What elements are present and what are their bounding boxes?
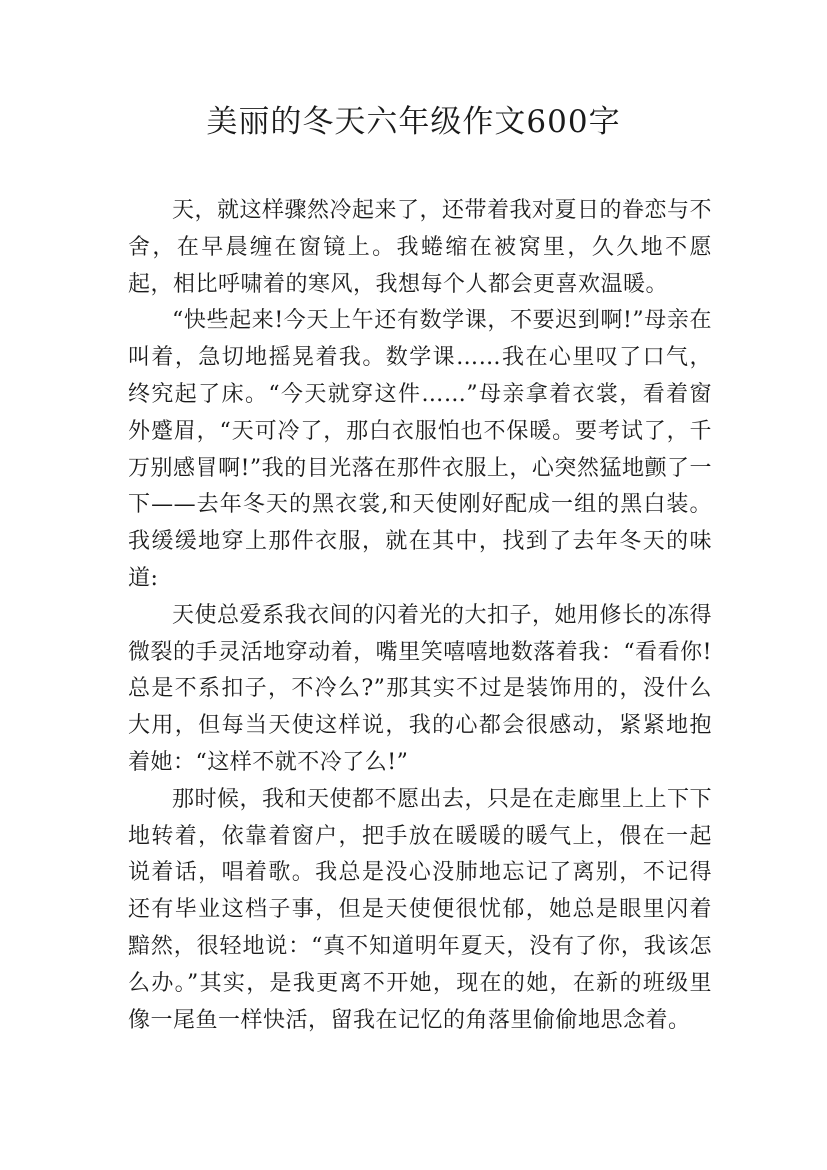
paragraph-3: 天使总爱系我衣间的闪着光的大扣子，她用修长的冻得微裂的手灵活地穿动着，嘴里笑嘻嘻地数落着我：“看看你!总是不系扣子，不冷么?”那其实不过是装饰用的，没什么大用，但每当天使这样说，我的心都会很感动，紧紧地抱着她：“这样不就不冷了么!” <box>128 602 713 775</box>
article-body <box>128 193 712 1039</box>
paragraph-1: 天，就这样骤然冷起来了，还带着我对夏日的眷恋与不舍，在早晨缠在窗镜上。我蜷缩在被窝里，久久地不愿起，相比呼啸着的寒风，我想每个人都会更喜欢温暖。 <box>128 198 713 297</box>
document-title: 美丽的冬天六年级作文600字 <box>206 104 621 140</box>
paragraph-2: “快些起来!今天上午还有数学课，不要迟到啊!”母亲在叫着，急切地摇晃着我。数学课……我在心里叹了口气，终究起了床。“今天就穿这件……”母亲拿着衣裳，看着窗外蹙眉，“天可冷了，那白衣服怕也不保暖。要考试了，千万别感冒啊!”我的目光落在那件衣服上，心突然猛地颤了一下——去年冬天的黑衣裳,和天使刚好配成一组的黑白装。我缓缓地穿上那件衣服，就在其中，找到了去年冬天的味道: <box>128 308 712 591</box>
paragraph-4: 那时候，我和天使都不愿出去，只是在走廊里上上下下地转着，依靠着窗户，把手放在暖暖的暖气上，偎在一起说着话，唱着歌。我总是没心没肺地忘记了离别，不记得还有毕业这档子事，但是天使便很忧郁，她总是眼里闪着黯然，很轻地说：“真不知道明年夏天，没有了你，我该怎么办。”其实，是我更离不开她，现在的她，在新的班级里像一尾鱼一样快活，留我在记忆的角落里偷偷地思念着。 <box>128 786 713 1033</box>
